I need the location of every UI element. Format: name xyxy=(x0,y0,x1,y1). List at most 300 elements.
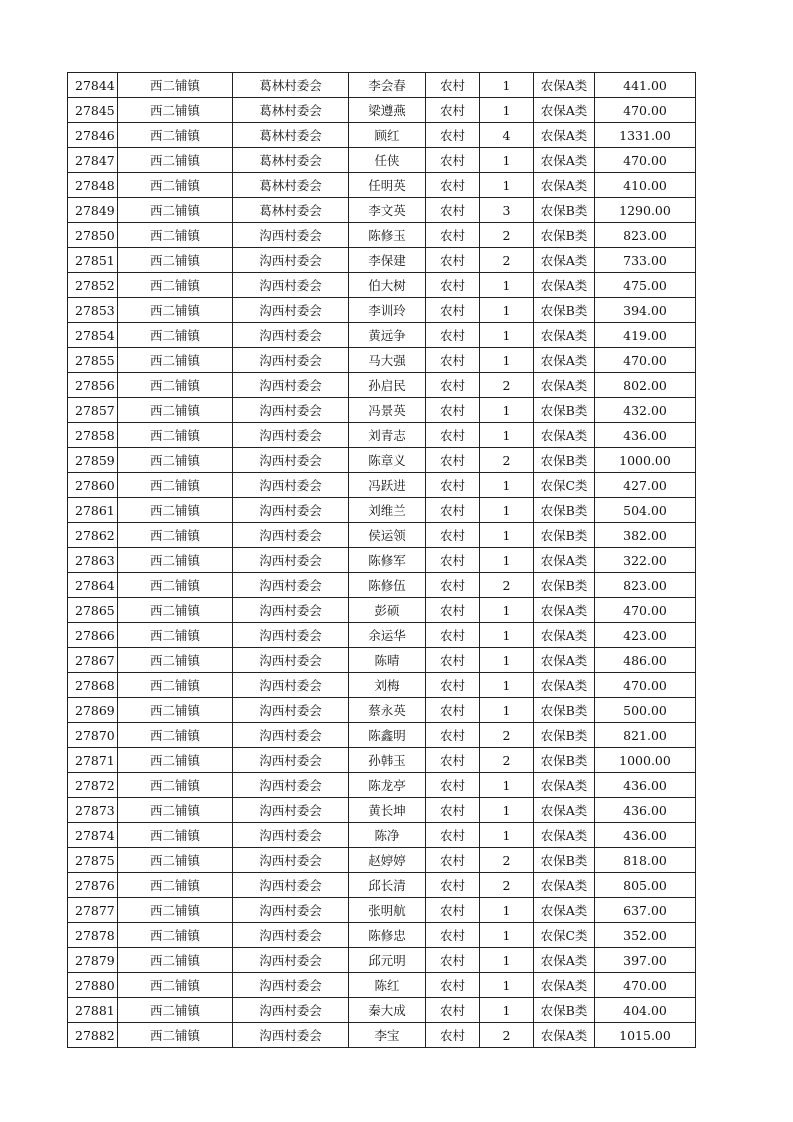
table-row xyxy=(68,198,696,223)
row-number-cell: 27849 xyxy=(68,198,118,223)
household-size-cell: 1 xyxy=(480,148,534,173)
insurance-category-cell: 农保A类 xyxy=(534,598,595,623)
village-committee-cell: 沟西村委会 xyxy=(233,698,349,723)
village-committee-cell: 沟西村委会 xyxy=(233,973,349,998)
household-size-cell: 1 xyxy=(480,273,534,298)
village-committee-cell: 沟西村委会 xyxy=(233,648,349,673)
table-row xyxy=(68,723,696,748)
amount-cell: 475.00 xyxy=(595,273,696,298)
person-name-cell: 冯跃进 xyxy=(349,473,426,498)
insurance-category-cell: 农保B类 xyxy=(534,748,595,773)
table-row xyxy=(68,523,696,548)
amount-cell: 322.00 xyxy=(595,548,696,573)
household-size-cell: 2 xyxy=(480,723,534,748)
insurance-category-cell: 农保A类 xyxy=(534,273,595,298)
row-number-cell: 27860 xyxy=(68,473,118,498)
household-size-cell: 1 xyxy=(480,648,534,673)
amount-cell: 470.00 xyxy=(595,673,696,698)
person-name-cell: 陈红 xyxy=(349,973,426,998)
insurance-category-cell: 农保A类 xyxy=(534,673,595,698)
household-size-cell: 2 xyxy=(480,573,534,598)
town-cell: 西二铺镇 xyxy=(118,298,233,323)
household-size-cell: 1 xyxy=(480,323,534,348)
insurance-category-cell: 农保B类 xyxy=(534,448,595,473)
town-cell: 西二铺镇 xyxy=(118,948,233,973)
person-name-cell: 李宝 xyxy=(349,1023,426,1048)
household-size-cell: 1 xyxy=(480,798,534,823)
household-size-cell: 1 xyxy=(480,473,534,498)
table-row xyxy=(68,123,696,148)
insurance-category-cell: 农保A类 xyxy=(534,248,595,273)
insurance-category-cell: 农保A类 xyxy=(534,898,595,923)
amount-cell: 404.00 xyxy=(595,998,696,1023)
town-cell: 西二铺镇 xyxy=(118,773,233,798)
table-row xyxy=(68,348,696,373)
village-committee-cell: 沟西村委会 xyxy=(233,523,349,548)
household-size-cell: 1 xyxy=(480,923,534,948)
area-type-cell: 农村 xyxy=(426,723,480,748)
row-number-cell: 27851 xyxy=(68,248,118,273)
amount-cell: 394.00 xyxy=(595,298,696,323)
town-cell: 西二铺镇 xyxy=(118,223,233,248)
table-row xyxy=(68,448,696,473)
insurance-category-cell: 农保B类 xyxy=(534,573,595,598)
village-committee-cell: 沟西村委会 xyxy=(233,348,349,373)
town-cell: 西二铺镇 xyxy=(118,998,233,1023)
person-name-cell: 张明航 xyxy=(349,898,426,923)
table-row xyxy=(68,898,696,923)
town-cell: 西二铺镇 xyxy=(118,348,233,373)
row-number-cell: 27848 xyxy=(68,173,118,198)
person-name-cell: 陈鑫明 xyxy=(349,723,426,748)
household-size-cell: 2 xyxy=(480,748,534,773)
amount-cell: 802.00 xyxy=(595,373,696,398)
amount-cell: 823.00 xyxy=(595,573,696,598)
town-cell: 西二铺镇 xyxy=(118,73,233,98)
amount-cell: 1000.00 xyxy=(595,448,696,473)
village-committee-cell: 沟西村委会 xyxy=(233,948,349,973)
town-cell: 西二铺镇 xyxy=(118,273,233,298)
insurance-category-cell: 农保C类 xyxy=(534,923,595,948)
table-row xyxy=(68,973,696,998)
table-row xyxy=(68,748,696,773)
area-type-cell: 农村 xyxy=(426,173,480,198)
table-row xyxy=(68,848,696,873)
insurance-category-cell: 农保B类 xyxy=(534,398,595,423)
village-committee-cell: 葛林村委会 xyxy=(233,98,349,123)
area-type-cell: 农村 xyxy=(426,773,480,798)
amount-cell: 733.00 xyxy=(595,248,696,273)
town-cell: 西二铺镇 xyxy=(118,98,233,123)
area-type-cell: 农村 xyxy=(426,473,480,498)
household-size-cell: 1 xyxy=(480,98,534,123)
amount-cell: 470.00 xyxy=(595,973,696,998)
table-row xyxy=(68,573,696,598)
table-row xyxy=(68,873,696,898)
town-cell: 西二铺镇 xyxy=(118,573,233,598)
table-body xyxy=(68,73,696,1048)
row-number-cell: 27855 xyxy=(68,348,118,373)
person-name-cell: 孙韩玉 xyxy=(349,748,426,773)
town-cell: 西二铺镇 xyxy=(118,973,233,998)
table-row xyxy=(68,373,696,398)
row-number-cell: 27881 xyxy=(68,998,118,1023)
household-size-cell: 1 xyxy=(480,673,534,698)
household-size-cell: 1 xyxy=(480,298,534,323)
insurance-category-cell: 农保A类 xyxy=(534,798,595,823)
amount-cell: 1331.00 xyxy=(595,123,696,148)
row-number-cell: 27850 xyxy=(68,223,118,248)
household-size-cell: 1 xyxy=(480,773,534,798)
town-cell: 西二铺镇 xyxy=(118,398,233,423)
amount-cell: 382.00 xyxy=(595,523,696,548)
amount-cell: 805.00 xyxy=(595,873,696,898)
village-committee-cell: 沟西村委会 xyxy=(233,823,349,848)
table-row xyxy=(68,323,696,348)
village-committee-cell: 沟西村委会 xyxy=(233,373,349,398)
household-size-cell: 1 xyxy=(480,398,534,423)
amount-cell: 436.00 xyxy=(595,823,696,848)
household-size-cell: 1 xyxy=(480,73,534,98)
area-type-cell: 农村 xyxy=(426,973,480,998)
amount-cell: 818.00 xyxy=(595,848,696,873)
amount-cell: 504.00 xyxy=(595,498,696,523)
row-number-cell: 27858 xyxy=(68,423,118,448)
insurance-category-cell: 农保B类 xyxy=(534,698,595,723)
person-name-cell: 伯大树 xyxy=(349,273,426,298)
household-size-cell: 1 xyxy=(480,548,534,573)
insurance-category-cell: 农保A类 xyxy=(534,123,595,148)
household-size-cell: 1 xyxy=(480,823,534,848)
person-name-cell: 邱长清 xyxy=(349,873,426,898)
row-number-cell: 27878 xyxy=(68,923,118,948)
insurance-category-cell: 农保A类 xyxy=(534,873,595,898)
town-cell: 西二铺镇 xyxy=(118,1023,233,1048)
table-row xyxy=(68,398,696,423)
area-type-cell: 农村 xyxy=(426,573,480,598)
person-name-cell: 李会春 xyxy=(349,73,426,98)
table-row xyxy=(68,498,696,523)
table-row xyxy=(68,773,696,798)
insurance-category-cell: 农保C类 xyxy=(534,473,595,498)
person-name-cell: 黄长坤 xyxy=(349,798,426,823)
area-type-cell: 农村 xyxy=(426,548,480,573)
village-committee-cell: 沟西村委会 xyxy=(233,923,349,948)
area-type-cell: 农村 xyxy=(426,398,480,423)
table-row xyxy=(68,648,696,673)
area-type-cell: 农村 xyxy=(426,748,480,773)
insurance-category-cell: 农保B类 xyxy=(534,223,595,248)
data-table xyxy=(67,72,696,1048)
row-number-cell: 27882 xyxy=(68,1023,118,1048)
table-row xyxy=(68,423,696,448)
amount-cell: 637.00 xyxy=(595,898,696,923)
town-cell: 西二铺镇 xyxy=(118,548,233,573)
person-name-cell: 侯运领 xyxy=(349,523,426,548)
area-type-cell: 农村 xyxy=(426,373,480,398)
area-type-cell: 农村 xyxy=(426,848,480,873)
area-type-cell: 农村 xyxy=(426,273,480,298)
amount-cell: 352.00 xyxy=(595,923,696,948)
insurance-category-cell: 农保B类 xyxy=(534,498,595,523)
area-type-cell: 农村 xyxy=(426,698,480,723)
person-name-cell: 任侠 xyxy=(349,148,426,173)
row-number-cell: 27867 xyxy=(68,648,118,673)
area-type-cell: 农村 xyxy=(426,73,480,98)
area-type-cell: 农村 xyxy=(426,448,480,473)
person-name-cell: 刘维兰 xyxy=(349,498,426,523)
village-committee-cell: 葛林村委会 xyxy=(233,123,349,148)
row-number-cell: 27864 xyxy=(68,573,118,598)
town-cell: 西二铺镇 xyxy=(118,448,233,473)
insurance-category-cell: 农保A类 xyxy=(534,373,595,398)
household-size-cell: 2 xyxy=(480,873,534,898)
area-type-cell: 农村 xyxy=(426,348,480,373)
area-type-cell: 农村 xyxy=(426,798,480,823)
table-row xyxy=(68,623,696,648)
village-committee-cell: 沟西村委会 xyxy=(233,623,349,648)
village-committee-cell: 沟西村委会 xyxy=(233,998,349,1023)
area-type-cell: 农村 xyxy=(426,298,480,323)
town-cell: 西二铺镇 xyxy=(118,248,233,273)
table-row xyxy=(68,223,696,248)
household-size-cell: 1 xyxy=(480,698,534,723)
amount-cell: 436.00 xyxy=(595,423,696,448)
village-committee-cell: 沟西村委会 xyxy=(233,673,349,698)
table-row xyxy=(68,823,696,848)
town-cell: 西二铺镇 xyxy=(118,673,233,698)
village-committee-cell: 沟西村委会 xyxy=(233,773,349,798)
town-cell: 西二铺镇 xyxy=(118,823,233,848)
household-size-cell: 1 xyxy=(480,173,534,198)
insurance-category-cell: 农保A类 xyxy=(534,948,595,973)
amount-cell: 410.00 xyxy=(595,173,696,198)
row-number-cell: 27877 xyxy=(68,898,118,923)
village-committee-cell: 沟西村委会 xyxy=(233,798,349,823)
village-committee-cell: 沟西村委会 xyxy=(233,398,349,423)
row-number-cell: 27856 xyxy=(68,373,118,398)
row-number-cell: 27872 xyxy=(68,773,118,798)
village-committee-cell: 沟西村委会 xyxy=(233,848,349,873)
person-name-cell: 李保建 xyxy=(349,248,426,273)
town-cell: 西二铺镇 xyxy=(118,423,233,448)
town-cell: 西二铺镇 xyxy=(118,373,233,398)
town-cell: 西二铺镇 xyxy=(118,648,233,673)
row-number-cell: 27869 xyxy=(68,698,118,723)
village-committee-cell: 沟西村委会 xyxy=(233,448,349,473)
person-name-cell: 陈修忠 xyxy=(349,923,426,948)
village-committee-cell: 沟西村委会 xyxy=(233,748,349,773)
area-type-cell: 农村 xyxy=(426,823,480,848)
household-size-cell: 1 xyxy=(480,423,534,448)
table-row xyxy=(68,673,696,698)
person-name-cell: 陈章义 xyxy=(349,448,426,473)
row-number-cell: 27873 xyxy=(68,798,118,823)
table-row xyxy=(68,73,696,98)
person-name-cell: 孙启民 xyxy=(349,373,426,398)
village-committee-cell: 沟西村委会 xyxy=(233,1023,349,1048)
area-type-cell: 农村 xyxy=(426,623,480,648)
insurance-category-cell: 农保A类 xyxy=(534,773,595,798)
row-number-cell: 27861 xyxy=(68,498,118,523)
area-type-cell: 农村 xyxy=(426,523,480,548)
area-type-cell: 农村 xyxy=(426,998,480,1023)
row-number-cell: 27871 xyxy=(68,748,118,773)
amount-cell: 436.00 xyxy=(595,773,696,798)
household-size-cell: 1 xyxy=(480,623,534,648)
row-number-cell: 27865 xyxy=(68,598,118,623)
table-row xyxy=(68,923,696,948)
person-name-cell: 李文英 xyxy=(349,198,426,223)
amount-cell: 419.00 xyxy=(595,323,696,348)
village-committee-cell: 沟西村委会 xyxy=(233,573,349,598)
insurance-category-cell: 农保A类 xyxy=(534,173,595,198)
household-size-cell: 1 xyxy=(480,998,534,1023)
amount-cell: 436.00 xyxy=(595,798,696,823)
insurance-category-cell: 农保A类 xyxy=(534,623,595,648)
person-name-cell: 陈龙亭 xyxy=(349,773,426,798)
insurance-category-cell: 农保A类 xyxy=(534,348,595,373)
household-size-cell: 2 xyxy=(480,448,534,473)
area-type-cell: 农村 xyxy=(426,873,480,898)
village-committee-cell: 沟西村委会 xyxy=(233,248,349,273)
town-cell: 西二铺镇 xyxy=(118,873,233,898)
row-number-cell: 27844 xyxy=(68,73,118,98)
village-committee-cell: 沟西村委会 xyxy=(233,423,349,448)
village-committee-cell: 沟西村委会 xyxy=(233,298,349,323)
person-name-cell: 黄远争 xyxy=(349,323,426,348)
row-number-cell: 27874 xyxy=(68,823,118,848)
insurance-category-cell: 农保A类 xyxy=(534,648,595,673)
table-row xyxy=(68,273,696,298)
table-row xyxy=(68,998,696,1023)
insurance-category-cell: 农保A类 xyxy=(534,548,595,573)
table-row xyxy=(68,98,696,123)
area-type-cell: 农村 xyxy=(426,148,480,173)
insurance-category-cell: 农保A类 xyxy=(534,148,595,173)
town-cell: 西二铺镇 xyxy=(118,898,233,923)
household-size-cell: 4 xyxy=(480,123,534,148)
row-number-cell: 27863 xyxy=(68,548,118,573)
person-name-cell: 秦大成 xyxy=(349,998,426,1023)
table-row xyxy=(68,473,696,498)
table-row xyxy=(68,948,696,973)
town-cell: 西二铺镇 xyxy=(118,598,233,623)
row-number-cell: 27859 xyxy=(68,448,118,473)
insurance-category-cell: 农保B类 xyxy=(534,848,595,873)
town-cell: 西二铺镇 xyxy=(118,498,233,523)
village-committee-cell: 葛林村委会 xyxy=(233,73,349,98)
area-type-cell: 农村 xyxy=(426,648,480,673)
row-number-cell: 27862 xyxy=(68,523,118,548)
village-committee-cell: 沟西村委会 xyxy=(233,498,349,523)
row-number-cell: 27866 xyxy=(68,623,118,648)
row-number-cell: 27879 xyxy=(68,948,118,973)
household-size-cell: 2 xyxy=(480,1023,534,1048)
insurance-category-cell: 农保A类 xyxy=(534,98,595,123)
area-type-cell: 农村 xyxy=(426,223,480,248)
row-number-cell: 27876 xyxy=(68,873,118,898)
amount-cell: 486.00 xyxy=(595,648,696,673)
town-cell: 西二铺镇 xyxy=(118,523,233,548)
insurance-category-cell: 农保B类 xyxy=(534,523,595,548)
town-cell: 西二铺镇 xyxy=(118,698,233,723)
row-number-cell: 27854 xyxy=(68,323,118,348)
town-cell: 西二铺镇 xyxy=(118,923,233,948)
household-size-cell: 1 xyxy=(480,973,534,998)
area-type-cell: 农村 xyxy=(426,423,480,448)
household-size-cell: 1 xyxy=(480,898,534,923)
amount-cell: 423.00 xyxy=(595,623,696,648)
area-type-cell: 农村 xyxy=(426,598,480,623)
person-name-cell: 彭硕 xyxy=(349,598,426,623)
amount-cell: 470.00 xyxy=(595,98,696,123)
insurance-category-cell: 农保A类 xyxy=(534,1023,595,1048)
insurance-category-cell: 农保B类 xyxy=(534,998,595,1023)
row-number-cell: 27870 xyxy=(68,723,118,748)
household-size-cell: 2 xyxy=(480,223,534,248)
town-cell: 西二铺镇 xyxy=(118,173,233,198)
table-row xyxy=(68,698,696,723)
area-type-cell: 农村 xyxy=(426,898,480,923)
village-committee-cell: 沟西村委会 xyxy=(233,473,349,498)
village-committee-cell: 沟西村委会 xyxy=(233,223,349,248)
village-committee-cell: 葛林村委会 xyxy=(233,173,349,198)
household-size-cell: 3 xyxy=(480,198,534,223)
area-type-cell: 农村 xyxy=(426,323,480,348)
table-row xyxy=(68,148,696,173)
person-name-cell: 陈修军 xyxy=(349,548,426,573)
table-row xyxy=(68,548,696,573)
area-type-cell: 农村 xyxy=(426,923,480,948)
town-cell: 西二铺镇 xyxy=(118,723,233,748)
person-name-cell: 余运华 xyxy=(349,623,426,648)
row-number-cell: 27846 xyxy=(68,123,118,148)
row-number-cell: 27852 xyxy=(68,273,118,298)
town-cell: 西二铺镇 xyxy=(118,148,233,173)
insurance-category-cell: 农保B类 xyxy=(534,198,595,223)
row-number-cell: 27880 xyxy=(68,973,118,998)
amount-cell: 470.00 xyxy=(595,348,696,373)
area-type-cell: 农村 xyxy=(426,98,480,123)
person-name-cell: 陈晴 xyxy=(349,648,426,673)
village-committee-cell: 沟西村委会 xyxy=(233,323,349,348)
person-name-cell: 顾红 xyxy=(349,123,426,148)
amount-cell: 1000.00 xyxy=(595,748,696,773)
insurance-category-cell: 农保B类 xyxy=(534,298,595,323)
amount-cell: 397.00 xyxy=(595,948,696,973)
row-number-cell: 27868 xyxy=(68,673,118,698)
row-number-cell: 27857 xyxy=(68,398,118,423)
area-type-cell: 农村 xyxy=(426,248,480,273)
area-type-cell: 农村 xyxy=(426,198,480,223)
household-size-cell: 1 xyxy=(480,598,534,623)
person-name-cell: 陈修玉 xyxy=(349,223,426,248)
town-cell: 西二铺镇 xyxy=(118,198,233,223)
village-committee-cell: 沟西村委会 xyxy=(233,723,349,748)
amount-cell: 441.00 xyxy=(595,73,696,98)
row-number-cell: 27853 xyxy=(68,298,118,323)
insurance-category-cell: 农保A类 xyxy=(534,323,595,348)
person-name-cell: 刘青志 xyxy=(349,423,426,448)
person-name-cell: 赵婷婷 xyxy=(349,848,426,873)
amount-cell: 500.00 xyxy=(595,698,696,723)
area-type-cell: 农村 xyxy=(426,673,480,698)
person-name-cell: 陈净 xyxy=(349,823,426,848)
row-number-cell: 27847 xyxy=(68,148,118,173)
amount-cell: 470.00 xyxy=(595,598,696,623)
household-size-cell: 1 xyxy=(480,523,534,548)
